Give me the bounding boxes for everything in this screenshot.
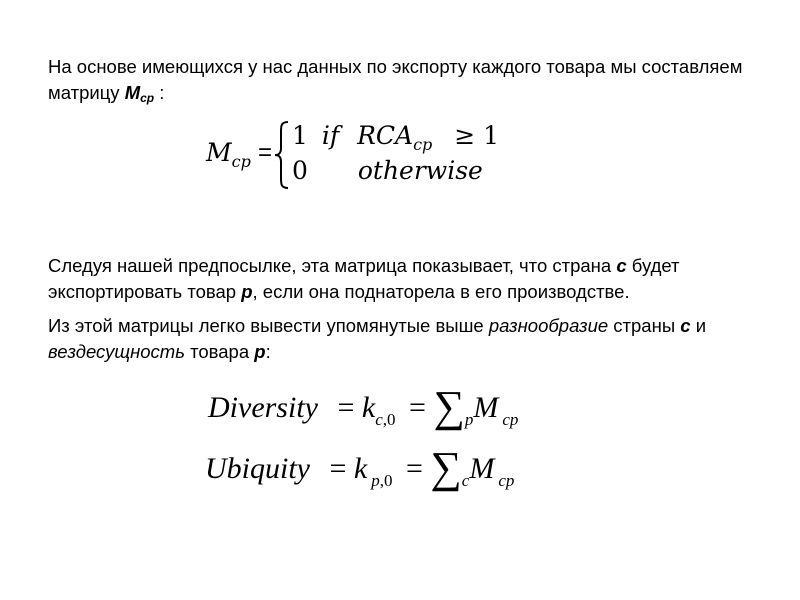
diversity-k-sub-var: c [375,410,383,429]
diversity-k: k [361,391,376,424]
row1-rca-subscript: cp [413,135,433,154]
row1-value: 1 [292,121,308,150]
matrix-subscript: cp [140,91,155,105]
ubiquity-k: k [353,452,368,485]
sigma-icon: ∑ [430,443,462,492]
derivation-p: p [254,341,266,362]
ubiquity-equals-2: = [406,452,423,485]
ubiquity-name: Ubiquity [205,452,310,485]
row2-otherwise: otherwise [357,156,483,185]
derivation-text-4: товара [184,341,255,362]
ubiquity-m-sub: cp [498,471,515,490]
ubiquity-m: M [469,452,495,485]
lhs-subscript: cp [231,152,251,171]
diversity-word: разнообразие [488,315,609,336]
lhs-symbol: M [206,138,232,167]
premise-c: c [616,255,627,276]
diversity-k-sub-zero: ,0 [382,410,396,429]
premise-text-3: , если она поднаторела в его производстве. [252,281,630,302]
intro-tail: : [154,82,165,103]
diversity-name: Diversity [208,391,318,424]
ubiquity-k-sub-var: p [371,471,380,490]
intro-paragraph [48,54,768,111]
premise-text-2: будет экспортировать товар [48,255,680,302]
premise-p: p [241,281,253,302]
derivation-text-2: страны [608,315,681,336]
row1-relation: ≥ 1 [454,121,500,150]
ubiquity-equals-1: = [329,452,347,485]
sigma-icon: ∑ [433,382,465,431]
matrix-name: M [124,82,141,103]
derivation-text-5: : [265,341,271,362]
left-brace-icon [274,120,290,190]
derivation-text-1: Из этой матрицы легко вывести упомянутые выше [48,315,489,336]
diversity-formula [208,381,518,432]
piecewise-equals: = [258,139,273,166]
row1-if: if [321,121,340,150]
ubiquity-k-sub-zero: ,0 [379,471,393,490]
ubiquity-word: вездесущность [48,341,185,362]
diversity-m: M [473,391,499,424]
diversity-equals-1: = [337,391,355,424]
intro-text: На основе имеющихся у нас данных по экспорту каждого товара мы составляем матрицу [48,56,743,103]
diversity-equals-2: = [409,391,426,424]
derivation-text-3: и [690,315,707,336]
row1-rca: RCA [357,121,414,150]
premise-text-1: Следуя нашей предпосылке, эта матрица показывает, что страна [48,255,617,276]
premise-paragraph [48,253,768,305]
derivation-c: c [680,315,691,336]
piecewise-formula [206,118,506,198]
ubiquity-formula [205,442,514,493]
piecewise-row-1 [292,121,499,154]
piecewise-row-2 [292,156,483,185]
piecewise-lhs [206,138,251,171]
derivation-paragraph [48,313,768,365]
row2-value: 0 [292,156,308,185]
ubiquity-sum-sub: c [461,471,470,490]
diversity-m-sub: cp [502,410,519,429]
diversity-sum-sub: p [464,410,474,429]
